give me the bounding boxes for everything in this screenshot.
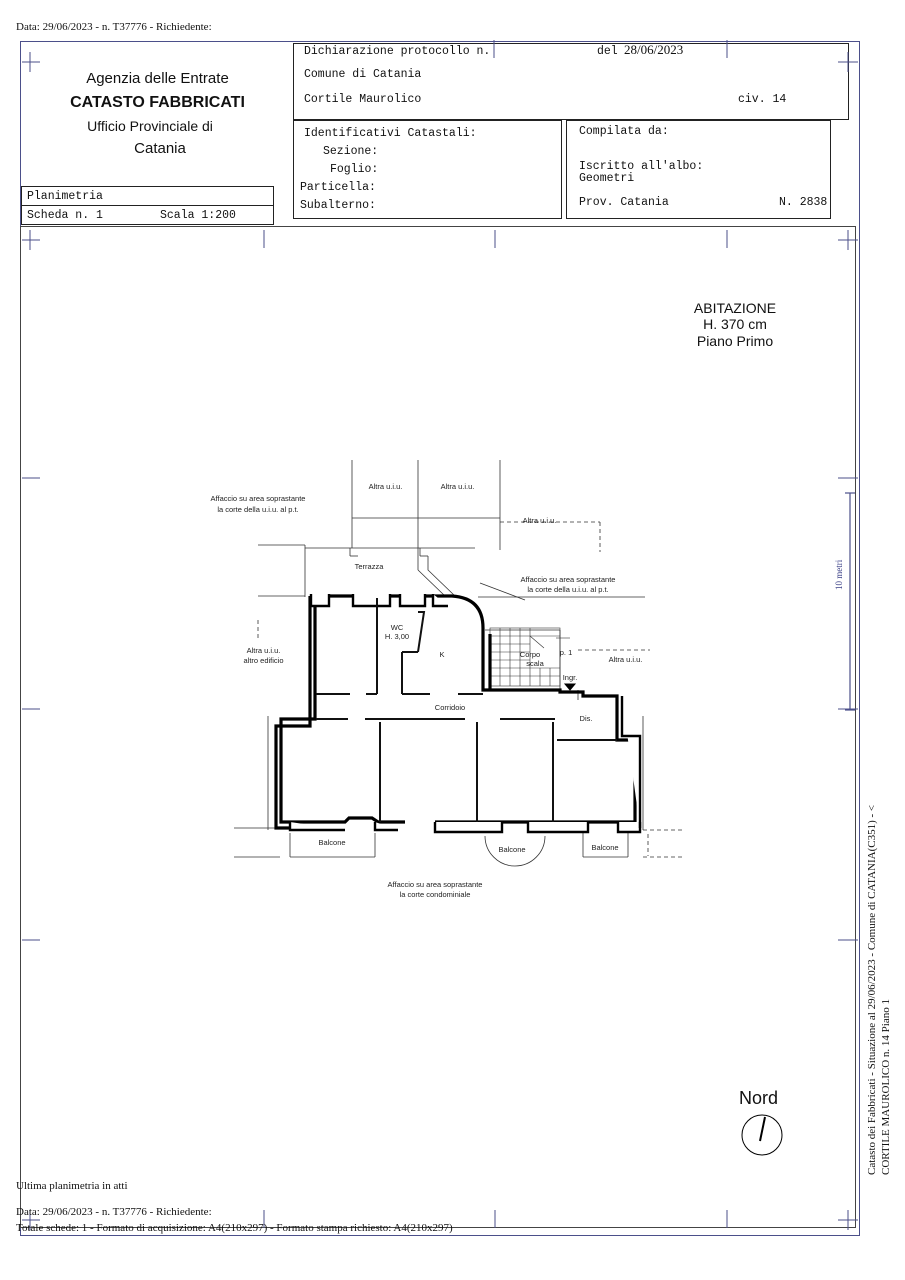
label-corpo: Corpo [519,650,541,659]
ufficio-city: Catania [134,140,186,157]
window-notches [290,594,640,832]
label-altro-edificio: altro edificio [243,656,284,665]
side-text-line1: Catasto dei Fabbricati - Situazione al 29/06/2023 - Comune di CATANIA(C351) - < [866,804,878,1175]
sezione-label: Sezione: [323,145,379,158]
agency-name: Agenzia delle Entrate [86,70,229,87]
top-date-line: Data: 29/06/2023 - n. T37776 - Richiedente: [16,21,212,33]
ufficio-label: Ufficio Provinciale di [87,118,213,134]
scale-bar [845,493,855,710]
label-altra-uiu-3: Altra u.i.u. [522,516,557,525]
label-scala: scala [526,659,544,668]
plan-floor: Piano Primo [696,333,774,349]
street-label: Cortile Maurolico [304,93,422,106]
scale-bar-label: 10 metri [834,559,844,590]
scheda-label: Scheda n. 1 [27,209,103,222]
nord-label: Nord [739,1088,779,1108]
label-dis: Dis. [579,714,593,723]
label-wc-height: H. 3,00 [384,632,410,641]
plan-height: H. 370 cm [703,316,767,332]
particella-label: Particella: [300,181,376,194]
ultima-planimetria: Ultima planimetria in atti [16,1180,128,1192]
label-wc: WC [390,623,404,632]
iscritto-label: Iscritto all'albo: [579,160,704,173]
registration-ticks [22,40,858,1230]
label-corridoio: Corridoio [434,703,466,712]
label-altra-uiu-2: Altra u.i.u. [440,482,475,491]
compilata-label: Compilata da: [579,125,669,138]
comune-label: Comune di Catania [304,68,422,81]
label-k: K [439,650,445,659]
foglio-label: Foglio: [330,163,379,176]
label-altra-uiu-5: Altra u.i.u. [246,646,281,655]
label-altra-uiu-1: Altra u.i.u. [368,482,403,491]
subalterno-label: Subalterno: [300,199,376,212]
footer-date: Data: 29/06/2023 - n. T37776 - Richiedente: [16,1206,212,1218]
scala-label: Scala 1:200 [160,209,236,222]
label-affaccio-3a: Affaccio su area soprastante [387,880,483,889]
footer-totale: Totale schede: 1 - Formato di acquisizione: A4(210x297) - Formato stampa richiesto: A4(210x297) [16,1222,453,1234]
identifiers-title: Identificativi Catastali: [304,127,477,140]
protocol-date: 28/06/2023 [624,42,684,57]
protocol-del: del [597,45,618,58]
albo-label: Geometri [579,172,635,185]
label-balcone-2: Balcone [498,845,526,854]
label-p1: p. 1 [559,648,573,657]
label-altra-uiu-4: Altra u.i.u. [608,655,643,664]
label-affaccio-3b: la corte condominiale [399,890,471,899]
label-affaccio-2b: la corte della u.i.u. al p.t. [527,585,609,594]
outer-walls [276,596,635,828]
prov-label: Prov. Catania [579,196,669,209]
label-affaccio-1a: Affaccio su area soprastante [210,494,306,503]
label-terrazza: Terrazza [354,562,384,571]
entrance-marker [565,684,575,690]
planimetria-label: Planimetria [27,190,103,203]
north-arrow [742,1115,782,1155]
plan-title: ABITAZIONE [693,300,777,316]
protocol-label: Dichiarazione protocollo n. [304,45,491,58]
civ-label: civ. 14 [738,93,787,106]
label-affaccio-2a: Affaccio su area soprastante [520,575,616,584]
numero-label: N. 2838 [779,196,828,209]
label-balcone-3: Balcone [591,843,619,852]
side-text-line2: CORTILE MAUROLICO n. 14 Piano 1 [880,999,892,1175]
catasto-title: CATASTO FABBRICATI [70,94,245,111]
label-affaccio-1b: la corte della u.i.u. al p.t. [217,505,299,514]
label-ingr: Ingr. [562,673,578,682]
label-balcone-1: Balcone [318,838,346,847]
